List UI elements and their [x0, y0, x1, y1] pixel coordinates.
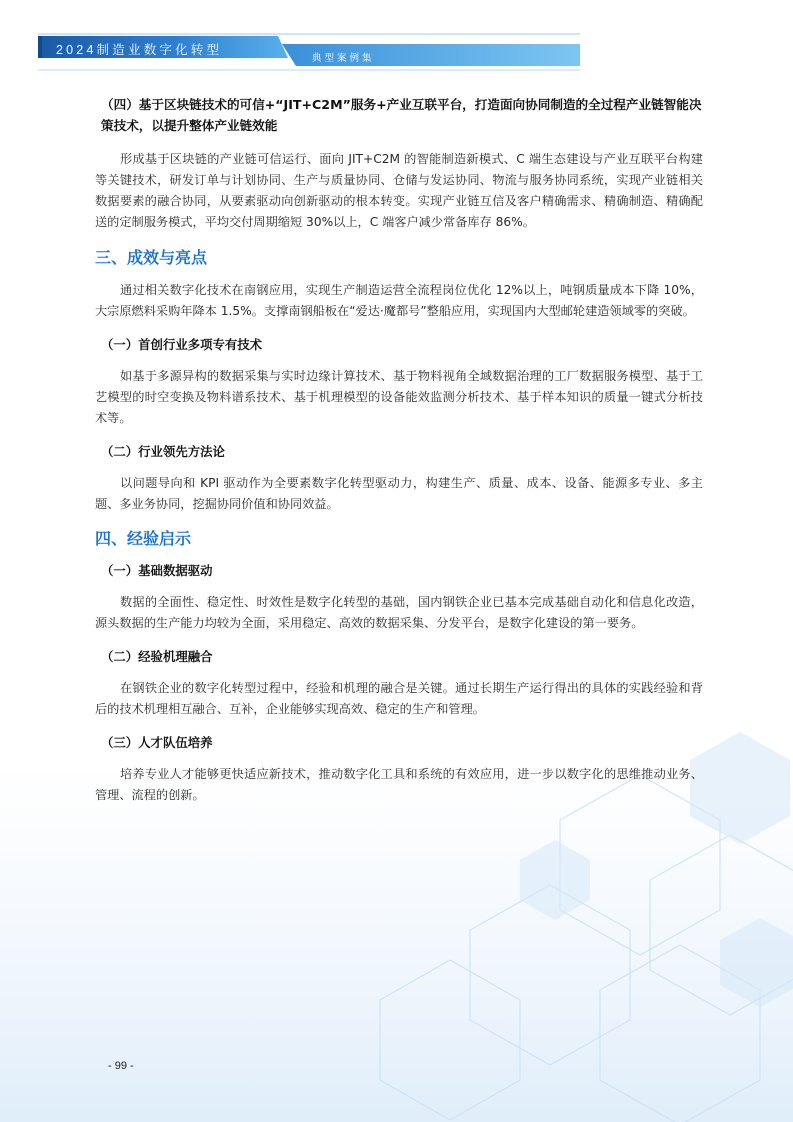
results-sub-1-heading: （一）首创行业多项专有技术: [101, 337, 263, 352]
results-sub-2-paragraph: 以问题导向和 KPI 驱动作为全要素数字化转型驱动力，构建生产、质量、成本、设备、能源多专业、多主题、多业务协同，挖掘协同价值和协同效益。: [95, 476, 703, 511]
header-title: 2024制造业数字化转型: [56, 43, 223, 57]
lessons-sub-2-heading: （二）经验机理融合: [101, 649, 213, 664]
header-banner: [0, 0, 793, 80]
results-sub-2-heading: （二）行业领先方法论: [101, 444, 225, 459]
lessons-sub-1-paragraph: 数据的全面性、稳定性、时效性是数字化转型的基础，国内钢铁企业已基本完成基础自动化和信息化改造，源头数据的生产能力均较为全面，采用稳定、高效的数据采集、分发平台，是数字化建设的第一要务。: [95, 595, 703, 630]
section-4-paragraph: 形成基于区块链的产业链可信运行、面向 JIT+C2M 的智能制造新模式、C 端生态建设与产业互联平台构建等关键技术，研发订单与计划协同、生产与质量协同、仓储与发运协同、物流与服务协同系统，实现产业链相关数据要素的融合协同，从要素驱动向创新驱动的根本转变。实现产业链互信及客户精确需求、精确制造、精确配送的定制服务模式，平均交付周期缩短 30%以上，C 端客户减少常备库存 86%。: [95, 152, 703, 229]
header-subtitle: 典型案例集: [312, 53, 375, 64]
lessons-heading: 四、经验启示: [95, 529, 192, 548]
results-paragraph: 通过相关数字化技术在南钢应用，实现生产制造运营全流程岗位优化 12%以上，吨钢质量成本下降 10%，大宗原燃料采购年降本 1.5%。支撑南钢船板在“爱达·魔都号”整船应用，实现国内大型邮轮建造领域零的突破。: [95, 283, 703, 318]
lessons-sub-1-heading: （一）基础数据驱动: [101, 563, 213, 578]
page-number: - 99 -: [108, 1060, 134, 1072]
main-content: [95, 94, 703, 806]
results-heading: 三、成效与亮点: [95, 248, 208, 267]
section-4-heading: （四）基于区块链技术的可信+“JIT+C2M”服务+产业互联平台，打造面向协同制造的全过程产业链智能决策技术，以提升整体产业链效能: [101, 97, 702, 133]
lessons-sub-3-paragraph: 培养专业人才能够更快适应新技术，推动数字化工具和系统的有效应用，进一步以数字化的思维推动业务、管理、流程的创新。: [95, 767, 703, 802]
results-sub-1-paragraph: 如基于多源异构的数据采集与实时边缘计算技术、基于物料视角全域数据治理的工厂数据服务模型、基于工艺模型的时空变换及物料谱系技术、基于机理模型的设备能效监测分析技术、基于样本知识的质量一键式分析技术等。: [95, 369, 703, 425]
lessons-sub-3-heading: （三）人才队伍培养: [101, 735, 213, 750]
lessons-sub-2-paragraph: 在钢铁企业的数字化转型过程中，经验和机理的融合是关键。通过长期生产运行得出的具体的实践经验和背后的技术机理相互融合、互补，企业能够实现高效、稳定的生产和管理。: [95, 681, 703, 716]
